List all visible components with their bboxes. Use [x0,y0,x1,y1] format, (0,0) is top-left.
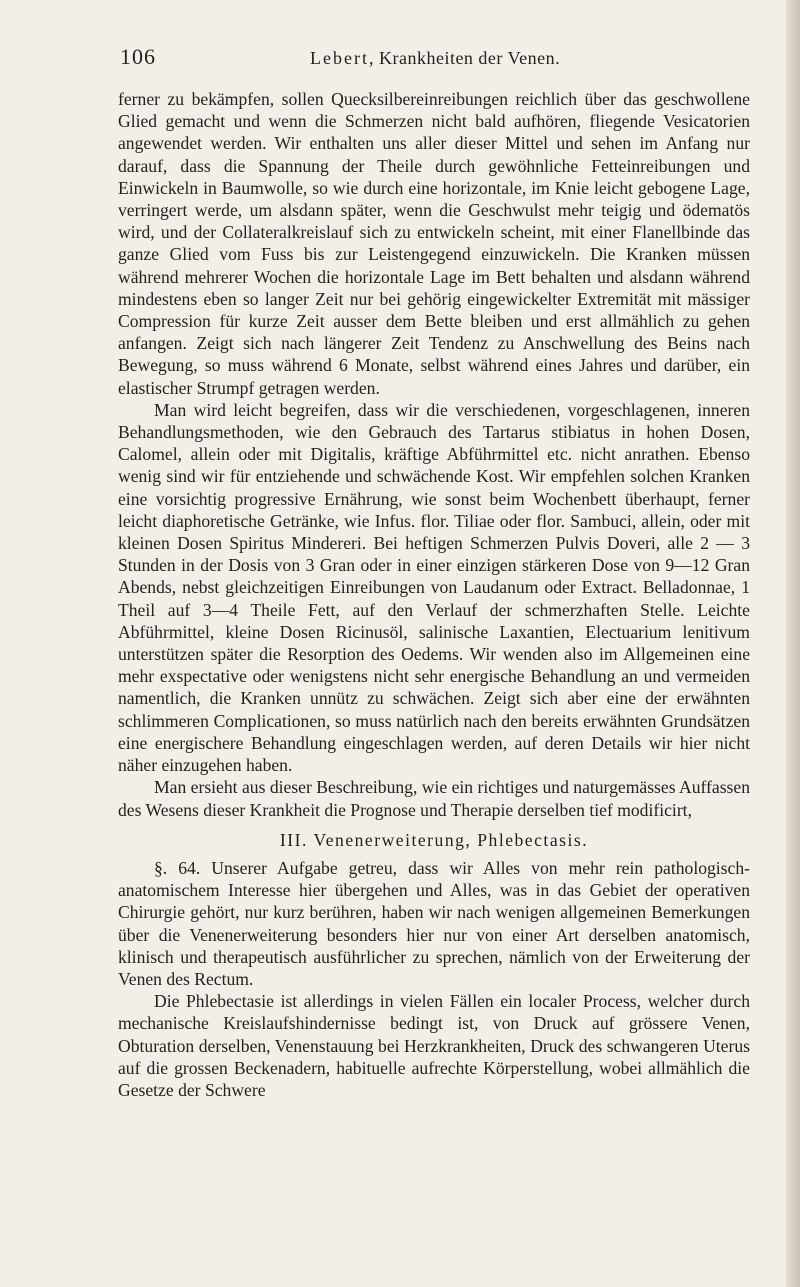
paragraph-section-64: §. 64. Unserer Aufgabe getreu, dass wir Alles von mehr rein pathologisch-anatomischem Interesse hier übergehen und Alles, was in das Gebiet der operativen Chirurgie gehört, nur kurz berühren, haben wir nach wenigen allgemeinen Bemerkungen über die Venenerweiterung besonders hier nur von einer Art derselben anatomisch, klinisch und therapeutisch ausführlicher zu sprechen, nämlich von der Erweiterung der Venen des Rectum. [118,857,750,989]
paragraph-phlebectasie: Die Phlebectasie ist allerdings in vielen Fällen ein localer Process, welcher durch mechanische Kreislaufshindernisse bedingt ist, von Druck auf grössere Venen, Obturation derselben, Venenstauung bei Herzkrankheiten, Druck des schwangeren Uterus auf die grossen Beckenadern, habituelle aufrechte Körperstellung, wobei allmählich die Gesetze der Schwere [118,991,750,1100]
body-text [118,88,750,1101]
page-edge [786,0,800,1287]
section-number: III. [279,829,308,850]
section-heading [118,829,750,851]
section-title: Venenerweiterung, Phlebectasis. [313,829,589,850]
paragraph-continued: ferner zu bekämpfen, sollen Quecksilbereinreibungen reichlich über das geschwollene Glied gemacht und wenn die Schmerzen nicht bald aufhören, fliegende Vesicatorien angewendet werden. Wir enthalten uns aller dieser Mittel und sehen im Anfang nur darauf, dass die Spannung der Theile durch gewöhnliche Fetteinreibungen und Einwickeln in Baumwolle, so wie durch eine horizontale, im Knie leicht gebogene Lage, verringert werde, um alsdann später, wenn die Geschwulst mehr teigig und ödematös wird, und der Collateralkreislauf sich zu entwickeln scheint, mit einer Flanellbinde das ganze Glied vom Fuss bis zur Leistengegend einzuwickeln. Die Kranken müssen während mehrerer Wochen die horizontale Lage im Bett behalten und alsdann während mindestens eben so langer Zeit nur bei gehörig eingewickelter Extremität mit mässiger Compression für kurze Zeit ausser dem Bette bleiben und erst allmählich zu gehen anfangen. Zeigt sich nach längerer Zeit Tendenz zu Anschwellung des Beins nach Bewegung, so muss während 6 Monate, selbst während eines Jahres und darüber, ein elastischer Strumpf getragen werden. [118,89,750,398]
running-head [310,48,560,69]
page-header [120,44,760,76]
paragraph-prognosis: Man ersieht aus dieser Beschreibung, wie ein richtiges und naturgemässes Auffassen des Wesens dieser Krankheit die Prognose und Therapie derselben tief modificirt, [118,777,750,820]
page-number: 106 [120,44,156,69]
paragraph-treatment: Man wird leicht begreifen, dass wir die verschiedenen, vorgeschlagenen, inneren Behandlungsmethoden, wie den Gebrauch des Tartarus stibiatus in hohen Dosen, Calomel, allein oder mit Digitalis, kräftige Abführmittel etc. nicht anrathen. Ebenso wenig sind wir für entziehende und schwächende Kost. Wir empfehlen solchen Kranken eine vorsichtig progressive Ernährung, wie sonst beim Wochenbett überhaupt, ferner leicht diaphoretische Getränke, wie Infus. flor. Tiliae oder flor. Sambuci, allein, oder mit kleinen Dosen Spiritus Mindereri. Bei heftigen Schmerzen Pulvis Doveri, alle 2 — 3 Stunden in der Dosis von 3 Gran oder in einer einzigen stärkeren Dose von 9—12 Gran Abends, nebst gleichzeitigen Einreibungen von Laudanum oder Extract. Belladonnae, 1 Theil auf 3—4 Theile Fett, auf den Verlauf der schmerzhaften Stelle. Leichte Abführmittel, kleine Dosen Ricinusöl, salinische Laxantien, Electuarium lenitivum unterstützen später die Resorption des Oedems. Wir wenden also im Allgemeinen eine mehr exspectative oder wenigstens nicht sehr energische Behandlung an und vermeiden namentlich, die Kranken unnütz zu schwächen. Zeigt sich aber eine der erwähnten schlimmeren Complicationen, so muss natürlich nach den bereits erwähnten Grundsätzen eine energischere Behandlung eingeschlagen werden, auf deren Details wir hier nicht näher einzugehen haben. [118,399,750,776]
running-head-author: Lebert [310,48,369,68]
running-head-title: , Krankheiten der Venen. [368,48,561,68]
